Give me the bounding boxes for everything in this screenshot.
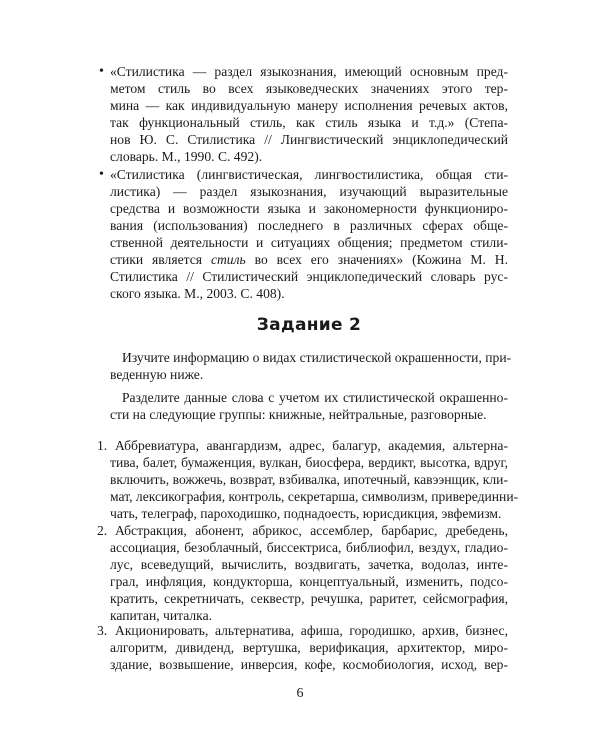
text-span: во всех его значениях» (Кожина М. Н. — [254, 252, 508, 267]
text-line: кратить, секретничать, секвестр, речушка, раритет, сейсмография, — [110, 591, 508, 606]
text-line: метом стиль во всех языковедческих значениях этого тер- — [110, 81, 508, 96]
text-line: ассоциация, безоблачный, биссектриса, библиофил, вездух, гладио- — [110, 540, 508, 555]
text-line: лус, всеведущий, вычислить, воздвигать, зачетка, водолаз, инте- — [110, 557, 508, 572]
text-line: сти на следующие группы: книжные, нейтральные, разговорные. — [110, 407, 487, 422]
text-line: листика) — раздел языкознания, изучающий выразительные — [110, 184, 508, 199]
page-number: 6 — [296, 686, 304, 701]
text-line: тива, балет, бумаженция, вулкан, биосфера, вердикт, высотка, вдруг, — [110, 455, 508, 470]
bullet-marker: • — [99, 64, 104, 79]
text-line: нов Ю. С. Стилистика // Лингвистический энциклопедический — [110, 132, 508, 147]
text-line: ского языка. М., 2003. С. 408). — [110, 286, 285, 301]
text-line: мат, лексикография, контроль, секретарша, символизм, приверединни- — [110, 489, 519, 504]
list-number: 3. — [97, 623, 108, 638]
text-line: ственной деятельности и ситуациях общения; предметом стили- — [110, 235, 508, 250]
text-line: словарь. М., 1990. С. 492). — [110, 149, 263, 164]
text-line: Абстракция, абонент, абрикос, ассемблер, барбарис, дребедень, — [115, 523, 508, 538]
text-line: мина — как индивидуальную манеру исполнения речевых актов, — [110, 98, 508, 113]
text-line: грал, инфляция, кондукторша, концептуальный, изменить, подсо- — [110, 574, 508, 589]
text-line: «Стилистика — раздел языкознания, имеющий основным пред- — [110, 64, 508, 79]
text-line: Аббревиатура, авангардизм, адрес, балагур, академия, альтерна- — [115, 438, 508, 453]
text-line: «Стилистика (лингвистическая, лингвостилистика, общая сти- — [110, 167, 508, 182]
emphasis-word: стиль — [210, 252, 246, 267]
bullet-marker: • — [99, 167, 104, 182]
section-heading: Задание 2 — [256, 315, 362, 335]
text-line: Разделите данные слова с учетом их стилистической окрашенно- — [122, 390, 508, 405]
text-span: стики является — [110, 252, 211, 267]
text-line: включить, вожжечь, возврат, взбивалка, ипотечный, кавээнщик, кли- — [110, 472, 508, 487]
text-line-with-emphasis — [110, 252, 508, 268]
text-line: капитан, читалка. — [110, 608, 212, 623]
text-line: вания (использования) последнего в различных сферах обще- — [110, 218, 508, 233]
text-line: Акционировать, альтернатива, афиша, городишко, архив, бизнес, — [115, 623, 508, 638]
list-number: 2. — [97, 523, 108, 538]
text-line: средства и возможности языка и закономерности функциониро- — [110, 201, 508, 216]
text-line: Стилистика // Стилистический энциклопедический словарь рус- — [110, 269, 508, 284]
text-line: веденную ниже. — [110, 367, 204, 382]
text-line: так функциональный стиль, как стиль языка и т.д.» (Степа- — [110, 115, 508, 130]
list-number: 1. — [97, 438, 108, 453]
text-line: Изучите информацию о видах стилистической окрашенности, при- — [122, 350, 512, 365]
text-line: чать, телеграф, пароходишко, поднадоесть, юрисдикция, эвфемизм. — [110, 506, 502, 521]
text-line: алгоритм, дивиденд, вертушка, верификация, архитектор, миро- — [110, 640, 508, 655]
text-line: здание, возвышение, инверсия, кофе, космобиология, исход, вер- — [110, 657, 508, 672]
